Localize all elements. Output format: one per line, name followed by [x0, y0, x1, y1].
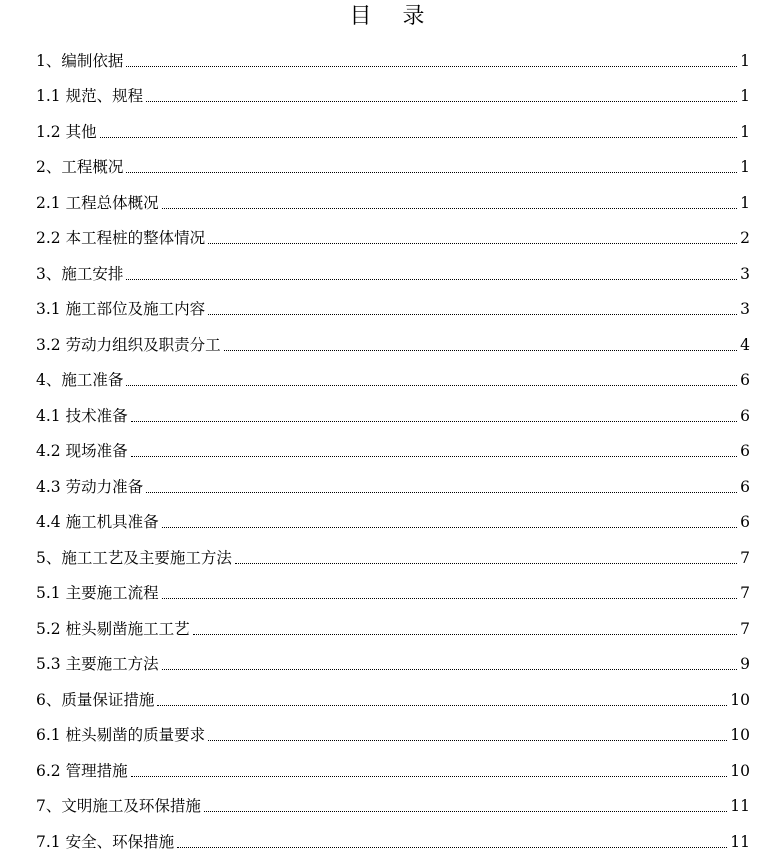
toc-entry-page-number: 3 — [740, 300, 750, 318]
toc-entry-page-number: 6 — [740, 513, 750, 531]
toc-entry-page-number: 11 — [730, 797, 750, 815]
toc-entry-page-number: 7 — [740, 619, 750, 638]
toc-entry[interactable] — [36, 111, 750, 147]
toc-entry[interactable] — [36, 218, 750, 254]
toc-entry-label: 4、施工准备 — [36, 371, 124, 389]
toc-entry-page-number: 1 — [740, 87, 750, 105]
toc-entry-label: 2、工程概况 — [36, 158, 124, 176]
toc-dot-leader — [126, 279, 737, 280]
toc-entry-page-number: 1 — [740, 193, 750, 212]
toc-entry[interactable] — [36, 608, 750, 644]
toc-entry-page-number: 6 — [740, 371, 750, 389]
toc-entry-page-number: 10 — [730, 761, 750, 780]
toc-entry-page-number: 1 — [740, 51, 750, 70]
toc-entry[interactable] — [36, 537, 750, 573]
toc-entry[interactable] — [36, 821, 750, 857]
toc-entry-page-number: 4 — [740, 335, 750, 354]
toc-entry-label: 2.2 本工程桩的整体情况 — [36, 229, 206, 247]
toc-entry-label: 3.2 劳动力组织及职责分工 — [36, 335, 221, 354]
toc-entry-page-number: 10 — [730, 690, 750, 709]
toc-entry[interactable] — [36, 750, 750, 786]
toc-entry[interactable] — [36, 573, 750, 609]
toc-entry-label: 1.2 其他 — [36, 122, 97, 141]
toc-entry-label: 2.1 工程总体概况 — [36, 193, 159, 212]
toc-dot-leader — [162, 598, 738, 599]
toc-entry-label: 3.1 施工部位及施工内容 — [36, 300, 206, 318]
toc-entry-page-number: 7 — [740, 548, 750, 567]
toc-entry-page-number: 6 — [740, 406, 750, 425]
toc-dot-leader — [162, 208, 738, 209]
toc-entry-label: 1、编制依据 — [36, 51, 124, 70]
toc-dot-leader — [224, 350, 738, 351]
toc-entry-page-number: 6 — [740, 477, 750, 496]
toc-dot-leader — [162, 669, 738, 670]
toc-entry-page-number: 6 — [740, 442, 750, 460]
toc-entry-page-number: 11 — [730, 832, 750, 851]
toc-entry[interactable] — [36, 679, 750, 715]
toc-dot-leader — [208, 243, 737, 244]
toc-entry-label: 5.1 主要施工流程 — [36, 584, 159, 602]
toc-dot-leader — [100, 137, 738, 138]
toc-dot-leader — [126, 66, 737, 67]
toc-dot-leader — [131, 456, 738, 457]
toc-entry-label: 4.2 现场准备 — [36, 442, 128, 460]
toc-entry-label: 1.1 规范、规程 — [36, 87, 144, 105]
toc-dot-leader — [204, 811, 727, 812]
toc-entry-page-number: 7 — [740, 584, 750, 602]
toc-entry[interactable] — [36, 147, 750, 183]
toc-entry-page-number: 2 — [740, 229, 750, 247]
toc-entry-page-number: 3 — [740, 264, 750, 283]
toc-entry[interactable] — [36, 253, 750, 289]
toc-entry-label: 6.2 管理措施 — [36, 761, 128, 780]
toc-entry-label: 3、施工安排 — [36, 264, 124, 283]
toc-dot-leader — [157, 705, 727, 706]
toc-dot-leader — [131, 421, 738, 422]
toc-entry-page-number: 1 — [740, 158, 750, 176]
toc-entry[interactable] — [36, 76, 750, 112]
toc-entry-page-number: 10 — [730, 726, 750, 744]
toc-entry-page-number: 9 — [740, 655, 750, 673]
toc-list — [36, 40, 750, 857]
toc-entry[interactable] — [36, 502, 750, 538]
toc-dot-leader — [146, 492, 737, 493]
toc-dot-leader — [131, 776, 728, 777]
toc-entry-label: 7、文明施工及环保措施 — [36, 797, 201, 815]
toc-entry-label: 7.1 安全、环保措施 — [36, 832, 175, 851]
toc-entry-label: 5.2 桩头剔凿施工工艺 — [36, 619, 190, 638]
toc-entry[interactable] — [36, 431, 750, 467]
toc-dot-leader — [126, 385, 737, 386]
toc-entry[interactable] — [36, 360, 750, 396]
toc-entry-label: 6.1 桩头剔凿的质量要求 — [36, 726, 206, 744]
toc-dot-leader — [208, 740, 727, 741]
toc-entry-label: 4.3 劳动力准备 — [36, 477, 144, 496]
toc-entry[interactable] — [36, 786, 750, 822]
toc-entry[interactable] — [36, 324, 750, 360]
toc-dot-leader — [177, 847, 727, 848]
toc-entry-page-number: 1 — [740, 122, 750, 141]
toc-entry[interactable] — [36, 395, 750, 431]
toc-entry-label: 5.3 主要施工方法 — [36, 655, 159, 673]
toc-dot-leader — [146, 101, 737, 102]
toc-entry[interactable] — [36, 289, 750, 325]
toc-dot-leader — [193, 634, 738, 635]
toc-dot-leader — [126, 172, 737, 173]
toc-entry[interactable] — [36, 40, 750, 76]
toc-entry[interactable] — [36, 182, 750, 218]
toc-dot-leader — [162, 527, 738, 528]
toc-dot-leader — [235, 563, 737, 564]
toc-entry-label: 5、施工工艺及主要施工方法 — [36, 548, 232, 567]
toc-entry-label: 4.4 施工机具准备 — [36, 513, 159, 531]
toc-dot-leader — [208, 314, 737, 315]
toc-entry[interactable] — [36, 644, 750, 680]
toc-entry-label: 4.1 技术准备 — [36, 406, 128, 425]
toc-entry-label: 6、质量保证措施 — [36, 690, 155, 709]
toc-entry[interactable] — [36, 715, 750, 751]
toc-title: 目 录 — [349, 4, 437, 29]
toc-entry[interactable] — [36, 466, 750, 502]
